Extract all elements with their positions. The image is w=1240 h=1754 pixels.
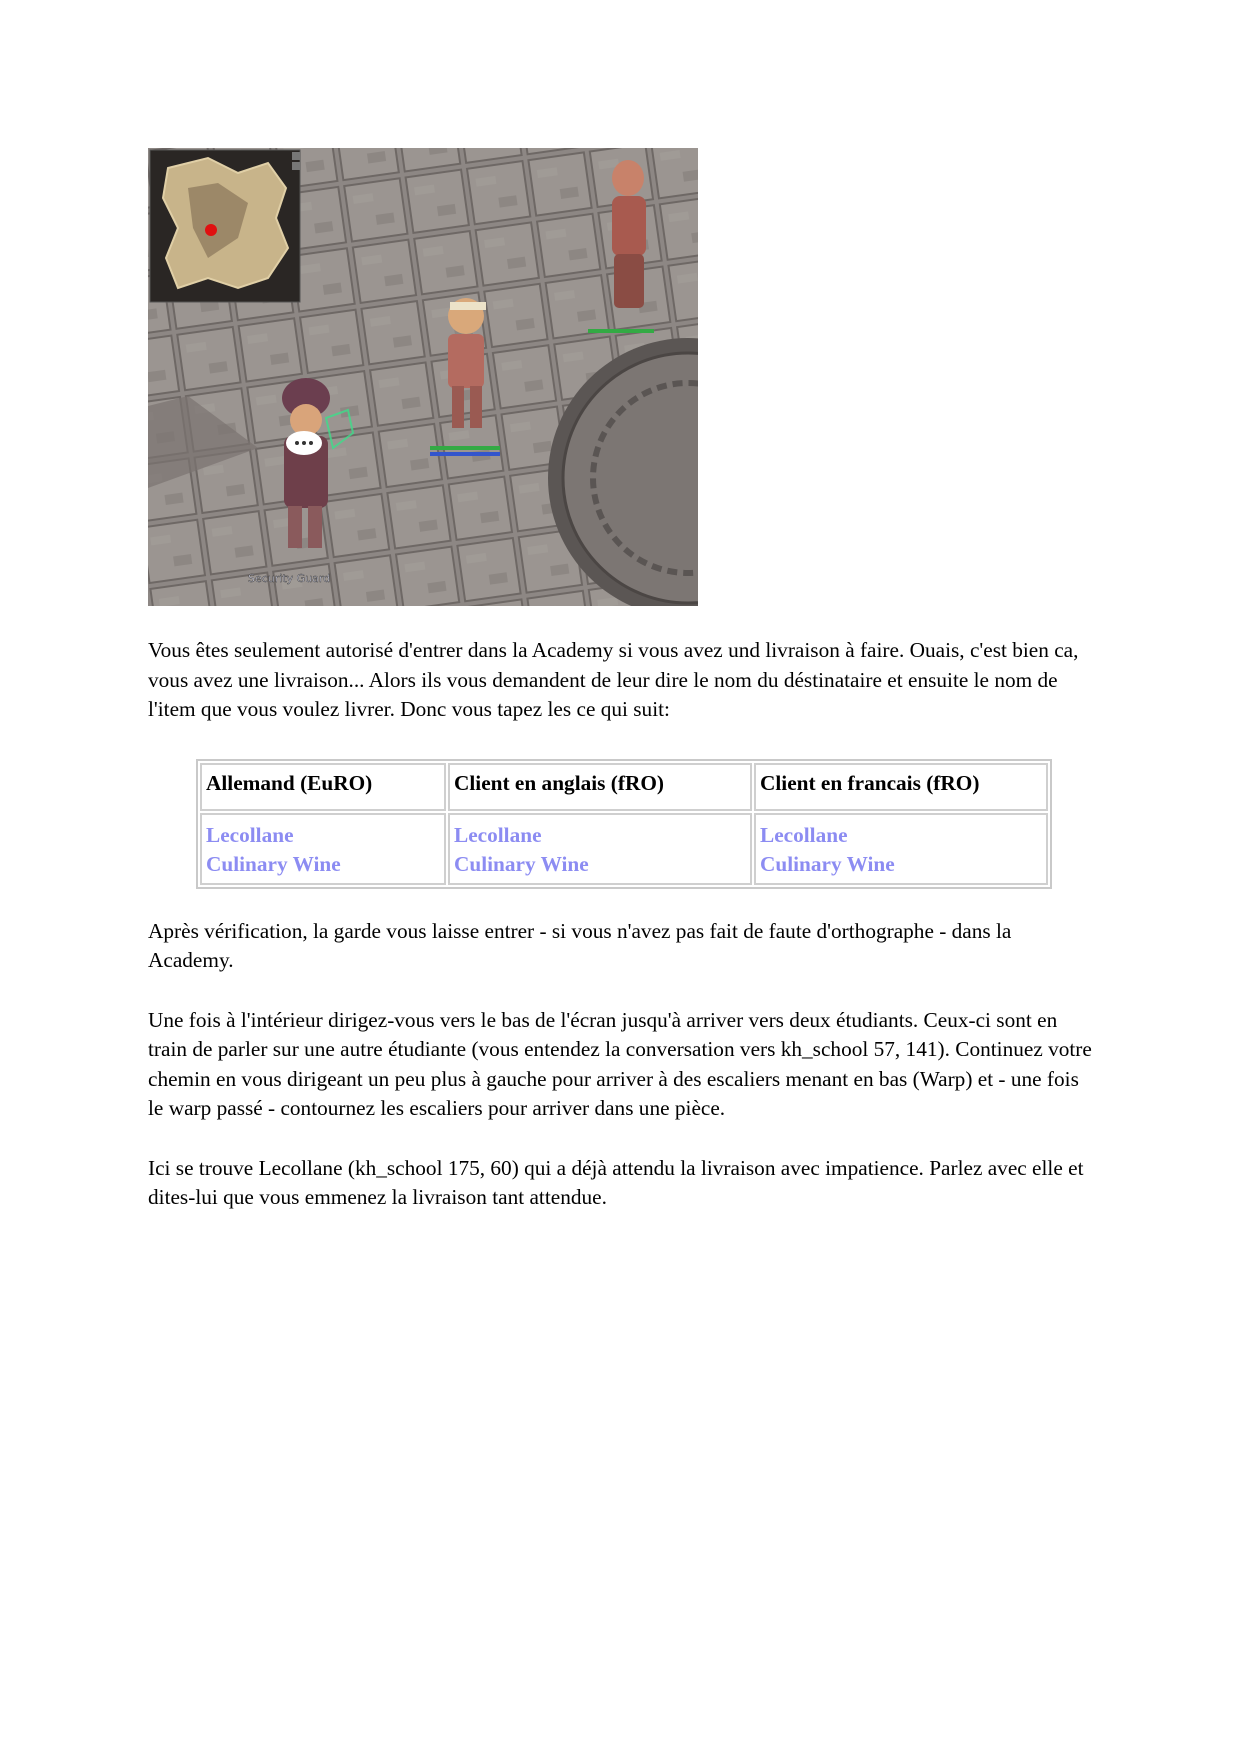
- header-french-client: Client en francais (fRO): [754, 763, 1048, 811]
- table-header-row: [200, 763, 1048, 811]
- item-link[interactable]: Culinary Wine: [760, 851, 895, 876]
- paragraph-lecollane: Ici se trouve Lecollane (kh_school 175, 60) qui a déjà attendu la livraison avec impatience. Parlez avec elle et dites-lui que vous emmenez la livraison tant attendue.: [148, 1155, 1084, 1209]
- paragraph-verification: Après vérification, la garde vous laisse entrer - si vous n'avez pas fait de faute d'orthographe - dans la Academy.: [148, 918, 1012, 972]
- delivery-table-wrapper: [196, 759, 1098, 889]
- recipient-link[interactable]: Lecollane: [454, 822, 542, 847]
- game-screenshot: [148, 148, 698, 606]
- table-row: [200, 813, 1048, 885]
- recipient-link[interactable]: Lecollane: [760, 822, 848, 847]
- table-cell: [200, 813, 446, 885]
- recipient-link[interactable]: Lecollane: [206, 822, 294, 847]
- paragraph-directions: Une fois à l'intérieur dirigez-vous vers le bas de l'écran jusqu'à arriver vers deux étudiants. Ceux-ci sont en train de parler sur une autre étudiante (vous entendez la conversation vers kh_school 57, 141). Continuez votre chemin en vous dirigeant un peu plus à gauche pour arriver à des escaliers menant en bas (Warp) et - une fois le warp passé - contournez les escaliers pour arriver dans une pièce.: [148, 1007, 1092, 1120]
- delivery-table: [196, 759, 1052, 889]
- header-german: Allemand (EuRO): [200, 763, 446, 811]
- document-page: [148, 148, 1098, 1213]
- game-scene-image: [148, 148, 698, 606]
- npc-name-label: Security Guard: [248, 572, 331, 585]
- table-cell: [754, 813, 1048, 885]
- paragraph-intro: Vous êtes seulement autorisé d'entrer dans la Academy si vous avez und livraison à faire. Ouais, c'est bien ca, vous avez une livraison... Alors ils vous demandent de leur dire le nom du déstinataire et ensuite le nom de l'item que vous voulez livrer. Donc vous tapez les ce qui suit:: [148, 638, 1079, 721]
- header-english-client: Client en anglais (fRO): [448, 763, 752, 811]
- table-cell: [448, 813, 752, 885]
- item-link[interactable]: Culinary Wine: [206, 851, 341, 876]
- item-link[interactable]: Culinary Wine: [454, 851, 589, 876]
